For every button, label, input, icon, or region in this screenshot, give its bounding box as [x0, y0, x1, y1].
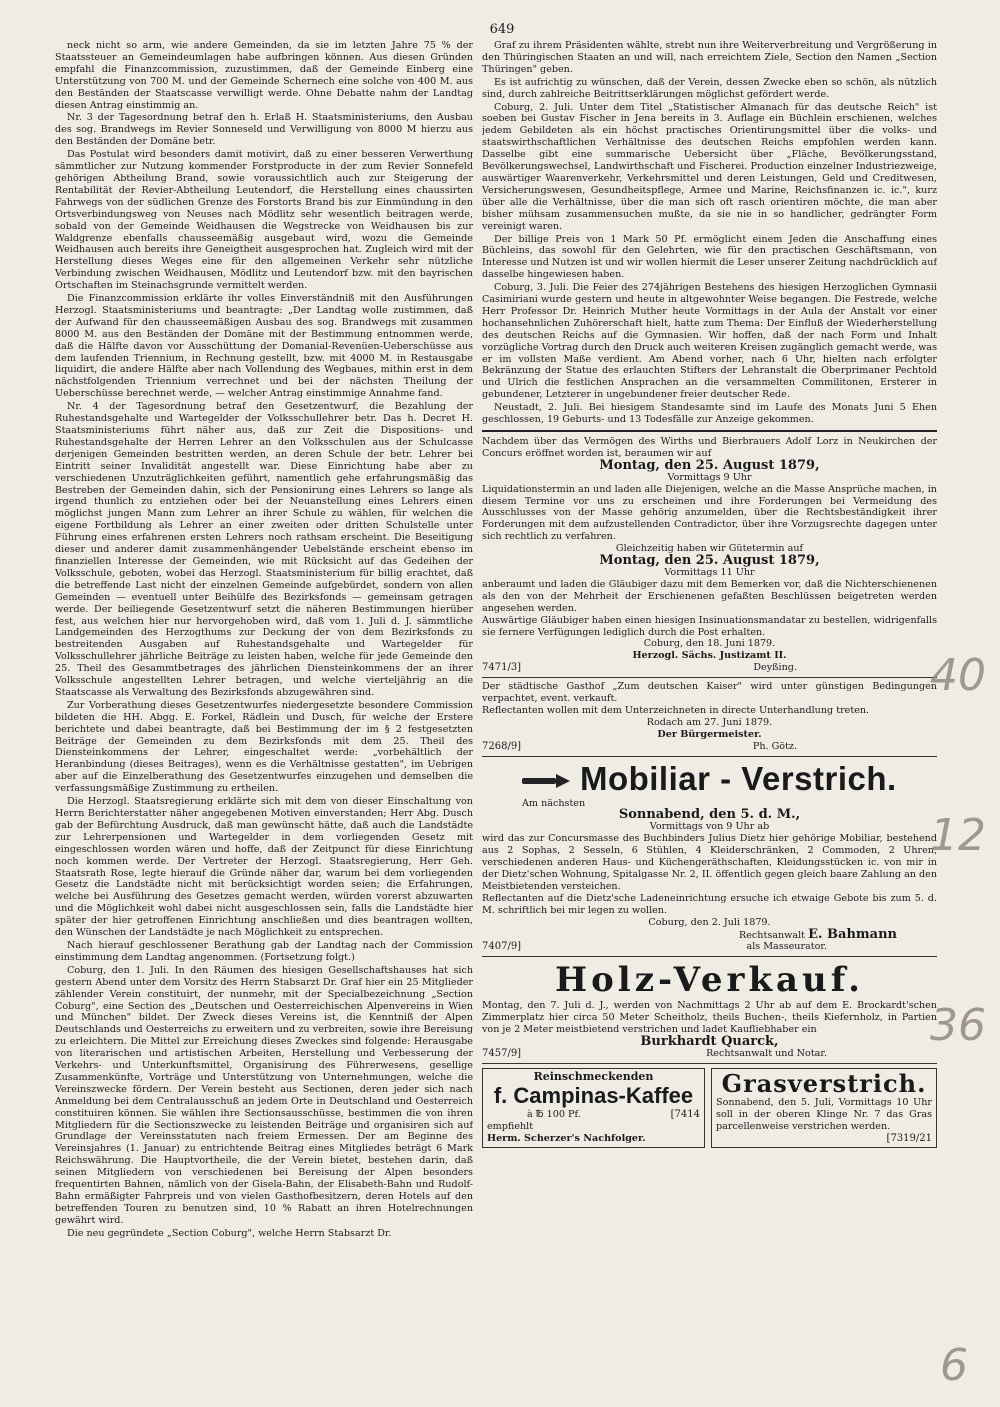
right-column	[482, 40, 937, 1375]
ad-text: Liquidationstermin an und laden alle Diejenigen, welche an die Masse Ansprüche machen, in diesem Termine vor uns zu erscheinen und ihre Forderungen bei Vermeidung des Ausschlusses von der Masse gehörig anzumelden, über die Rechtsbeständigkeit ihrer Forderungen mit dem aufzustellenden Contradictor, über ihre Vorzugsrechte dagegen unter sich rechtlich zu verfahren.	[482, 483, 937, 543]
ad-mobiliar-verstrich	[482, 760, 937, 954]
divider	[482, 956, 937, 957]
ad-holz-verkauf	[482, 960, 937, 1060]
divider	[482, 430, 937, 432]
ad-signer: Herzogl. Sächs. Justizamt II.	[632, 650, 787, 662]
divider	[482, 756, 937, 757]
article-paragraph: Nr. 3 der Tagesordnung betraf den h. Erlaß H. Staatsministeriums, den Ausbau des sog. Brandwegs im Revier Sonneseld und Verwilligung von 8000 M hierzu aus den Beständen der Domäne betr.	[55, 112, 473, 148]
ad-signer: Burkhardt Quarck,	[640, 1034, 779, 1050]
divider	[482, 1063, 937, 1064]
bottom-ads	[482, 1068, 937, 1148]
ad-reference: 7268/9]	[482, 740, 522, 752]
ad-role: als Masseurator.	[746, 941, 827, 953]
article-paragraph: neck nicht so arm, wie andere Gemeinden, da sie im letzten Jahre 75 % der Staatssteuer an Gemeindeumlagen habe aufbringen können. Aus diesen Gründen empfahl die Finanzcommission, zuzustimmen, daß der Gemeinde Einberg eine Unterstützung von 700 M. und der Gemeinde Schernech eine solche von 400 M. aus den Beständen der Staatscasse verwilligt werde. Ohne Debatte nahm der Landtag diesen Antrag einstimmig an.	[55, 40, 473, 111]
ad-text: Sonnabend, den 5. Juli, Vormittags 10 Uhr soll in der oberen Klinge Nr. 7 das Gras parcellenweise verstrichen werden.	[716, 1096, 932, 1132]
ad-place-date: Rodach am 27. Juni 1879.	[646, 716, 773, 728]
ad-gasthof	[482, 681, 937, 752]
ad-time: Vormittags 11 Uhr	[664, 566, 755, 578]
article-paragraph: Es ist aufrichtig zu wünschen, daß der Verein, dessen Zwecke eben so schön, als nützlich sind, durch zahlreiche Beitrittserklärungen möglichst gefördert werde.	[482, 76, 937, 100]
ad-time: Vormittags von 9 Uhr ab	[649, 821, 770, 833]
ad-signer: E. Bahmann	[808, 926, 897, 942]
ad-reference: 7471/3]	[482, 662, 522, 674]
ad-text: anberaumt und laden die Gläubiger dazu mit dem Bemerken vor, daß die Nichterschienenen als den von der Mehrheit der Erschienenen gefaßten Beschlüssen beigetreten werden angesehen werden.	[482, 578, 937, 614]
ad-signer: Der Bürgermeister.	[657, 728, 762, 740]
handwritten-annotation: 36	[930, 1000, 986, 1051]
article-paragraph: Nr. 4 der Tagesordnung betraf den Gesetzentwurf, die Bezahlung der Ruhestandsgehalte und Wartegelder der Volksschullehrer betr. Das h. Decret H. Staatsministeriums führt näher aus, daß zur Zeit die Dispositions- und Ruhestandsgehalte der Herren Lehrer an den Volksschulen aus der Schulcasse derjenigen Gemeinden bestritten werden, an deren Schule der betr. Lehrer bei Eintritt seiner Invalidität angestellt war. Diese Einrichtung habe aber zu verschiedenen Unzuträglichkeiten geführt, namentlich gehe erfahrungsmäßig das Bestreben der Gemeinden dahin, sich der Pensionirung eines Lehrers so lange als irgend thunlich zu entziehen oder bei der Neuanstellung eines Lehrers einen möglichst jungen Mann zum Lehrer an ihrer Schule zu wählen, für welchen die eigene Fortbildung als Lehrer an einer zweiten oder dritten Schulstelle unter Führung eines erfahrenen ersten Lehrers noch rathsam erscheint. Die Beseitigung dieser und anderer damit zusammenhängender Uebelstände erscheint ebenso im finanziellen Interesse der Gemeinden, wie mit Rücksicht auf das Gedeihen der Volksschule, geboten, wobei das Herzogl. Staatsministerium für billig erachtet, daß die betreffende Last nicht der einzelnen Gemeinde aufgebürdet, sondern von allen Gemeinden — eventuell unter Beihülfe des Bezirksfonds — gemeinsam getragen werde. Der beiliegende Gesetzentwurf setzt die näheren Bestimmungen hierüber fest, aus welchen hier nur hervorgehoben wird, daß vom 1. Juli d. J. sämmtliche Landgemeinden des Herzogthums zur Deckung der von dem Bezirksfonds zu bestreitenden Ausgaben auf Ruhestandsgehalte und Wartegelder für Volksschullehrer jährliche Beiträge zu leisten haben, welche für jede Gemeinde den 25. Theil des Gesammtbetrages des jährlichen Diensteinkommens der an ihrer Volksschule angestellten Lehrer betragen, und welche vierteljährig an die Staatscasse als Verwaltung des Bezirksfonds abzugewähren sind.	[55, 401, 473, 698]
ad-concurs-lorz	[482, 436, 937, 674]
ad-reference: [7319/21	[886, 1132, 932, 1144]
ad-date: Montag, den 25. August 1879,	[599, 553, 820, 569]
article-paragraph: Die Finanzcommission erklärte ihr volles Einverständniß mit den Ausführungen Herzogl. Staatsministeriums und beantragte: „Der Landtag wolle zustimmen, daß der Aufwand für den chausseemäßigen Ausbau des sog. Brandwegs mit zusammen 8000 M. aus den Beständen der Domäne mit der Bestimmung entnommen werde, daß die Hälfte davon vor Ausschüttung der Domanial-Revenüen-Ueberschüsse aus dem laufenden Triennium, in Rechnung gestellt, bzw. mit 4000 M. in Restausgabe liquidirt, die andere Hälfte aber nach Vollendung des Wegbaues, mithin erst in dem nächstfolgenden Triennium verrechnet und bei der nächsten Theilung der Ueberschüsse berechnet werde, — welcher Antrag einstimmige Annahme fand.	[55, 293, 473, 400]
pointing-hand-icon	[522, 774, 570, 788]
ad-headline: Holz-Verkauf.	[554, 960, 865, 1001]
ad-name: Ph. Götz.	[752, 740, 797, 752]
ad-text: empfiehlt	[487, 1120, 534, 1132]
ad-price: à ℔ 100 Pf.	[527, 1108, 581, 1120]
ad-text: Montag, den 7. Juli d. J., werden von Nachmittags 2 Uhr ab auf dem E. Brockardt'schen Zimmerplatz hier circa 50 Meter Scheitholz, theils Buchen-, theils Kiefernholz, in Partien von je 2 Meter meistbietend verstrichen und ladet Kaufliebhaber ein	[482, 1000, 937, 1036]
ad-text: Am nächsten	[522, 797, 586, 809]
article-paragraph: Graf zu ihrem Präsidenten wählte, strebt nun ihre Weiterverbreitung und Vergrößerung in den Thüringischen Staaten an und will, nach erreichtem Ziele, Section den Namen „Section Thüringen" geben.	[482, 40, 937, 75]
ad-text: Der städtische Gasthof „Zum deutschen Kaiser" wird unter günstigen Bedingungen verpachtet, event. verkauft.	[482, 681, 937, 705]
ad-text: Gleichzeitig haben wir Gütetermin auf	[615, 543, 804, 555]
ad-text: Reflectanten auf die Dietz'sche Ladeneinrichtung ersuche ich etwaige Gebote bis zum 5. d. M. schriftlich bei mir legen zu wollen.	[482, 892, 937, 916]
ad-place-date: Coburg, den 18. Juni 1879.	[643, 638, 776, 650]
ad-date: Sonnabend, den 5. d. M.,	[618, 807, 801, 823]
article-paragraph: Das Postulat wird besonders damit motivirt, daß zu einer besseren Verwerthung sämmtlicher zur Nutzung kommender Forstproducte in der zum Revier Sonnefeld gehörigen Abtheilung Brand, sowie voraussichtlich auch zur Steigerung der Rentabilität der Revier-Abtheilung Leutendorf, die Herstellung eines chaussirten Fahrwegs von der südlichen Grenze des Forstorts Brand bis zur Einmündung in den Ortsverbindungsweg von Neuses nach Mödlitz sehr wesentlich beitragen werde, sobald von der Gemeinde Weidhausen die Wegstrecke von Weidhausen bis zur Waldgrenze ebenfalls chausseemäßig ausgebaut wird, wozu die Gemeinde Weidhausen auch bereits ihre Geneigtheit ausgesprochen hat. Zugleich wird mit der Herstellung dieses Weges eine für den allgemeinen Verkehr sehr nützliche Verbindung zwischen Weidhausen, Mödlitz und Leutendorf bzw. mit den bayrischen Ortschaften im Steinachsgrunde vermittelt werden.	[55, 149, 473, 292]
ad-text: Nachdem über das Vermögen des Wirths und Bierbrauers Adolf Lorz in Neukirchen der Concurs eröffnet worden ist, beraumen wir auf	[482, 436, 937, 459]
ad-place-date: Coburg, den 2. Juli 1879.	[648, 916, 771, 928]
left-column	[55, 40, 473, 1375]
ad-reference: 7457/9]	[482, 1047, 522, 1059]
ad-kaffee	[482, 1068, 705, 1148]
page-number: 649	[489, 22, 515, 37]
ad-name: Deyßing.	[753, 662, 797, 674]
ad-role: Rechtsanwalt und Notar.	[706, 1047, 827, 1059]
ad-headline: Grasverstrich.	[721, 1068, 927, 1098]
ad-product: f. Campinas-Kaffee	[493, 1082, 694, 1108]
ad-seller: Herm. Scherzer's Nachfolger.	[487, 1132, 646, 1144]
ad-text: Auswärtige Gläubiger haben einen hiesigen Insinuationsmandatar zu bestellen, widrigenfalls sie fernere Verfügungen lediglich durch die Post erhalten.	[482, 614, 937, 638]
ad-reference: [7414	[670, 1108, 701, 1120]
divider	[482, 677, 937, 678]
article-paragraph: Die neu gegründete „Section Coburg", welche Herrn Stabsarzt Dr.	[67, 1227, 392, 1239]
ad-text: Reflectanten wollen mit dem Unterzeichneten in directe Unterhandlung treten.	[482, 704, 870, 716]
article-paragraph: Coburg, 2. Juli. Unter dem Titel „Statistischer Almanach für das deutsche Reich" ist soeben bei Gustav Fischer in Jena bereits in 3. Auflage ein Büchlein erschienen, welches jedem Gebildeten als ein höchst practisches Orientirungsmittel über die volks- und staatswirthschaftlichen Verhältnisse des deutschen Reichs empfohlen werden kann. Dasselbe gibt eine summarische Uebersicht über „Fläche, Bevölkerungsstand, Bevölkerungswechsel, Landwirthschaft und Fischerei. Production einzelner Industriezweige, auswärtiger Waarenverkehr, Verkehrsmittel und deren Leistungen, Geld und Creditwesen, Versicherungswesen, Gesundheitspflege, Armee und Marine, Reichsfinanzen ic. ic.", kurz über alle die Verhältnisse, über die man sich oft rasch orientiren möchte, die man aber bisher mühsam zusammensuchen mußte, da sie nie in so handlicher, gedrängter Form vereinigt waren.	[482, 101, 937, 232]
article-paragraph: Nach hierauf geschlossener Berathung gab der Landtag nach der Commission einstimmung dem Landtag angenommen. (Fortsetzung folgt.)	[55, 939, 473, 963]
ad-time: Vormittags 9 Uhr	[667, 471, 752, 483]
article-paragraph: Der billige Preis von 1 Mark 50 Pf. ermöglicht einem Jeden die Anschaffung eines Büchleins, das sowohl für den Gelehrten, wie für den practischen Geschäftsmann, von Interesse und Nutzen ist und wir wollen hiermit die Leser unserer Zeitung nachdrücklich auf dasselbe hingewiesen haben.	[482, 233, 937, 281]
ad-headline: Mobiliar - Verstrich.	[579, 759, 897, 797]
article-paragraph: Zur Vorberathung dieses Gesetzentwurfes niedergesetzte besondere Commission bildeten die HH. Abgg. E. Forkel, Rädlein und Dusch, für welche der Erstere berichtete und dabei beantragte, daß bei Bestimmung der im § 2 festgesetzten Beiträge der Gemeinden zu dem Bezirksfonds mit dem 25. Theil des Diensteinkommens der Lehrer, eingeschaltet werde: „vorbehältlich der Heranbindung (dieses Beitrages), wenn es die Verhältnisse gestatten", im Uebrigen aber auf die Einzelberathung des Gesetzentwurfes einzugehen und demselben die verfassungsmäßige Zustimmung zu ertheilen.	[55, 699, 473, 795]
ad-date: Montag, den 25. August 1879,	[599, 457, 820, 473]
article-paragraph: Coburg, 3. Juli. Die Feier des 274jährigen Bestehens des hiesigen Herzoglichen Gymnasii Casimiriani wurde gestern und heute in altgewohnter Weise begangen. Die Festrede, welche Herr Professor Dr. Heinrich Muther heute Vormittags in der Aula der Anstalt vor einer hochansehnlichen Zuhörerschaft hielt, hatte zum Thema: Der Einfluß der Wiederherstellung des deutschen Reichs auf die Gymnasien. Wir hoffen, daß der nach Form und Inhalt vorzügliche Vortrag durch den Druck auch weiteren Kreisen zugänglich gemacht werde, was er im vollsten Maße verdient. Am Abend vorher, nach 6 Uhr, hielten nach erfolgter Bekränzung der Statue des erlauchten Stifters der Lehranstalt die Oberprimaner Pechtold und Ulrich die festlichen Ansprachen an die versammelten Commilitonen, Ersterer in gebundener, Letzterer in ungebundener freier deutscher Rede.	[482, 282, 937, 401]
article-paragraph: Coburg, den 1. Juli. In den Räumen des hiesigen Gesellschaftshauses hat sich gestern Abend unter dem Vorsitz des Herrn Stabsarzt Dr. Graf hier ein 25 Mitglieder zählender Verein constituirt, der nunmehr, mit der Specialbezeichnung „Section Coburg", eine Section des „Deutschen und Oesterreichischen Alpenvereins in Wien und München" bildet. Der Zweck dieses Vereins ist, die Kenntniß der Alpen Deutschlands und Oesterreichs zu erweitern und zu verbreiten, sowie ihre Bereisung zu erleichtern. Die Mittel zur Erreichung dieses Zweckes sind folgende: Herausgabe von literarischen und artistischen Arbeiten, Herstellung und Verbesserung der Verkehrs- und Unterkunftsmittel, Organisirung des Führerwesens, gesellige Zusammenkünfte, Vorträge und Unterstützung von Unternehmungen, welche die Vereinszwecke fördern. Der Verein besteht aus Sectionen, deren jeder sich nach Anmeldung bei dem Centralausschuß an jedem Orte in Deutschland und Oesterreich constituiren können. Sie wählen ihre Sectionsausschüsse, bestimmen die von ihren Mitgliedern für die Sectionszwecke zu leistenden Beiträge und organisiren sich auf Grundlage der Vereinsstatuten nach freiem Ermessen. Der am Beginne des Vereinsjahres (1. Januar) zu entrichtende Beitrag eines Mitgliedes beträgt 6 Mark Reichswährung. Die Hauptvortheile, die der Verein bietet, bestehen darin, daß seinen Mitgliedern von verschiedenen bei Bereisung der Alpen besonders frequentirten Bahnen, nämlich von der Gisela-Bahn, der Elisabeth-Bahn und Rudolf-Bahn ermäßigter Fahrpreis und von vielen Gasthofbesitzern, deren Hotels auf den betreffenden Touren zu benutzen sind, 10 % Rabatt an ihren Hotelrechnungen gewährt wird.	[55, 964, 473, 1226]
article-paragraph: Die Herzogl. Staatsregierung erklärte sich mit dem von dieser Einschaltung von Herrn Berichterstatter näher angegebenen Motiven einverstanden; Herr Abg. Dusch gab der Befürchtung Ausdruck, daß man gewünscht hätte, daß auch die Landstädte zur Lehrerpensionen und Wartegelder in dem vorliegenden Gesetz mit eingeschlossen worden wären und hoffe, daß der Zeitpunct für diese Einrichtung noch kommen werde. Der Vertreter der Herzogl. Staatsregierung, Herr Geh. Staatsrath Rose, legte hierauf die Gründe näher dar, warum bei dem vorliegenden Gesetz die Landstädte nicht mit berücksichtigt worden seien; die Erfahrungen, welche bei Ausführung des Gesetzes gemacht werden, würden vorerst abzuwarten und die Möglichkeit wohl dabei nicht ausgeschlossen sein, falls die Landstädte hier später der hier getroffenen Einrichtung anschließen und dies beantragen wollten, den Wünschen der Landstädte je nach Möglichkeit zu entsprechen.	[55, 796, 473, 939]
ad-title: Reinschmeckenden	[533, 1069, 654, 1083]
ad-text: wird das zur Concursmasse des Buchbinders Julius Dietz hier gehörige Mobiliar, bestehend aus 2 Sophas, 2 Sesseln, 6 Stühlen, 4 Kleiderschränken, 2 Commoden, 2 Uhren, verschiedenen anderen Haus- und Küchengeräthschaften, Kleidungsstücken ic. von mir in der Dietz'schen Wohnung, Spitalgasse Nr. 2, II. öffentlich gegen gleich baare Zahlung an den Meistbietenden versteichen.	[482, 833, 937, 892]
ad-signer-title: Rechtsanwalt	[739, 929, 806, 941]
handwritten-annotation: 12	[930, 810, 986, 861]
handwritten-annotation: 40	[930, 650, 986, 701]
ad-reference: 7407/9]	[482, 941, 522, 953]
handwritten-annotation: 6	[940, 1340, 968, 1391]
ad-grasverstrich	[711, 1068, 937, 1148]
article-paragraph: Neustadt, 2. Juli. Bei hiesigem Standesamte sind im Laufe des Monats Juni 5 Ehen geschlossen, 19 Geburts- und 13 Todesfälle zur Anzeige gekommen.	[482, 402, 937, 426]
